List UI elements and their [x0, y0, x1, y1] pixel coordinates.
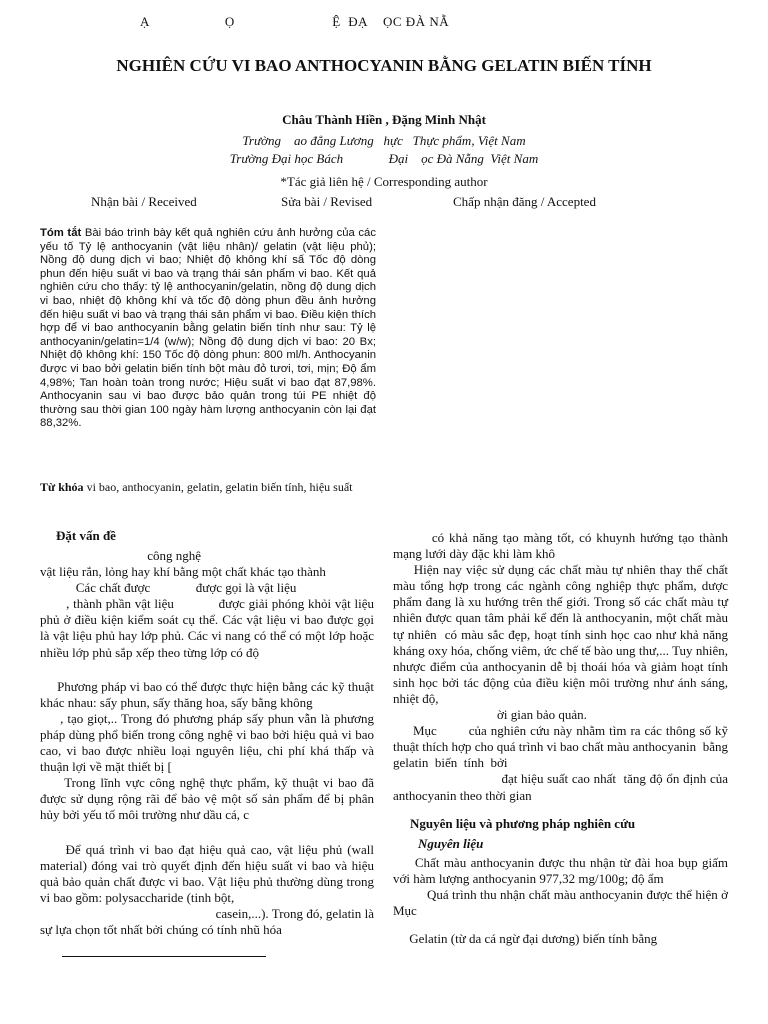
abstract [40, 227, 376, 431]
paragraph: Trong lĩnh vực công nghệ thực phẩm, kỹ thuật vi bao đã được sử dụng rộng rãi để bảo vệ một số sản phẩm để bị phân hủy bởi yếu tố môi trường như dầu cá, c [40, 775, 378, 823]
corresponding-author: *Tác giả liên hệ / Corresponding author [280, 174, 488, 189]
paragraph: Mục của nghiên cứu này nhằm tìm ra các thông số kỹ thuật thích hợp cho quá trình vi bao chất màu anthocyanin bằng gelatin biến tính bởi đạt hiệu suất cao nhất tăng độ ổn định của anthocyanin theo thời gian [393, 723, 729, 803]
subsection-heading-materials: Nguyên liệu [418, 836, 484, 851]
authors: Châu Thành Hiền , Đặng Minh Nhật [282, 112, 486, 127]
keywords [40, 480, 353, 495]
keywords-label: Từ khóa [40, 480, 84, 494]
received-date: Nhận bài / Received [91, 194, 197, 209]
paper-title: NGHIÊN CỨU VI BAO ANTHOCYANIN BẰNG GELATIN BIẾN TÍNH [116, 56, 652, 75]
left-column [40, 548, 378, 938]
revised-date: Sửa bài / Revised [281, 194, 373, 209]
journal-header: Ạ Ọ Ệ ĐẠ ỌC ĐÀ NẴ [140, 14, 450, 29]
paragraph: Chất màu anthocyanin được thu nhận từ đài hoa bụp giấm với hàm lượng anthocyanin 977,32 mg/100g; độ ẩm Quá trình thu nhận chất màu anthocyanin được thể hiện ở Mục [393, 855, 729, 919]
paragraph: Để quá trình vi bao đạt hiệu quả cao, vật liệu phủ (wall material) đóng vai trò quyết định đến hiệu suất vi bao và hiệu quả bảo quản chất được vi bao. Vật liệu phủ thường dùng trong vi bao gồm: polysaccharide (tinh bột, casein,...). Trong đó, gelatin là sự lựa chọn tốt nhất bởi chúng có tính nhũ hóa [40, 841, 375, 937]
section-heading-introduction: Đặt vấn đề [56, 528, 116, 543]
paragraph: Hiện nay việc sử dụng các chất màu tự nhiên thay thế chất màu tổng hợp trong các ngành công nghiệp thực phẩm, dược phẩm đang là xu hướng trên thế giới. Trong số các chất màu tự nhiên được quan tâm phải kể đến là anthocyanin, một chất màu tự nhiên có màu sắc đẹp, hoạt tính sinh học cao như khả năng kháng oxy hóa, chống viêm, ức chế tế bào ung thư,... Tuy nhiên, nhược điểm của anthocyanin dễ bị thoái hóa và giảm hoạt tính sinh học bởi tác động của điều kiện môi trường như ánh sáng, nhiệt độ, ời gian bảo quản. [393, 562, 728, 723]
paragraph: có khả năng tạo màng tốt, có khuynh hướng tạo thành mạng lưới dày đặc khi làm khô [393, 530, 732, 562]
right-column [393, 530, 732, 804]
abstract-text: Bài báo trình bày kết quả nghiên cứu ảnh hưởng của các yếu tố Tỷ lệ anthocyanin (vật liệu nhân)/ gelatin (vật liệu phủ); Nồng độ dung dịch vi bao; Nhiệt độ không khí sấ Tốc độ dòng phun đến hiệu suất vi bao và trạng thái sản phẩm vi bao. Kết quả nghiên cứu cho thấy: tỷ lệ anthocyanin/gelatin, nồng độ dung dịch vi bao, nhiệt độ không khí và tốc độ dòng phun đều ảnh hưởng đến hiệu suất vi bao và trạng thái sản phẩm vi bao. Điều kiện thích hợp để vi bao anthocyanin bằng gelatin biến tính như sau: Tỷ lệ anthocyanin/gelatin=1/4 (w/w); Nồng độ dung dịch vi bao: 20 Bx; Nhiệt độ không khí: 150 Tốc độ dòng phun: 800 ml/h. Anthocyanin được vi bao bởi gelatin biến tính bột màu đỏ tươi, tơi, mịn; Độ ẩm 4,98%; Tan hoàn toàn trong nước; Hiệu suất vi bao đạt 87,98%. Anthocyanin sau vi bao được bảo quản trong túi PE nhiệt độ thường sau thời gian 100 ngày hàm lượng anthocyanin còn lại đạt 88,32%. [40, 227, 376, 430]
section-heading-materials-methods: Nguyên liệu và phương pháp nghiên cứu [410, 816, 636, 831]
affiliation-1: Trường ao đẳng Lương hực Thực phẩm, Việt Nam [242, 133, 526, 148]
footnote-rule [62, 956, 266, 957]
paragraph: Phương pháp vi bao có thể được thực hiện bằng các kỹ thuật khác nhau: sấy phun, sấy thăng hoa, sấy bằng không , tạo giọt,.. Trong đó phương pháp sấy phun vẫn là phương pháp dùng phổ biến trong công nghệ vi bao bởi hiệu quả vi bao cao, vi bao được nhiều loại nguyên liệu, chi phí khá thấp và thuận lợi về mặt thiết bị [ [40, 678, 375, 775]
paragraph: Gelatin (từ da cá ngừ đại dương) biến tính bằng [393, 931, 658, 947]
right-column-continued [393, 855, 728, 947]
accepted-date: Chấp nhận đăng / Accepted [453, 194, 596, 209]
abstract-label: Tóm tắt [40, 227, 82, 239]
keywords-text: vi bao, anthocyanin, gelatin, gelatin biến tính, hiệu suất [83, 480, 353, 494]
affiliation-2: Trường Đại học Bách Đại ọc Đà Nẵng Việt Nam [229, 151, 539, 166]
paragraph: công nghệ vật liệu rắn, lỏng hay khí bằng một chất khác tạo thành Các chất được được gọi là vật liệu , thành phần vật liệu được giải phóng khỏi vật liệu phủ ở điều kiện kiểm soát cụ thể. Các vật liệu vi bao được gọi là vật liệu phủ hay lớp phủ. Các vi nang có thể có một lớp hoặc nhiều lớp phủ sắp xếp theo từng lớp có độ [40, 548, 374, 660]
